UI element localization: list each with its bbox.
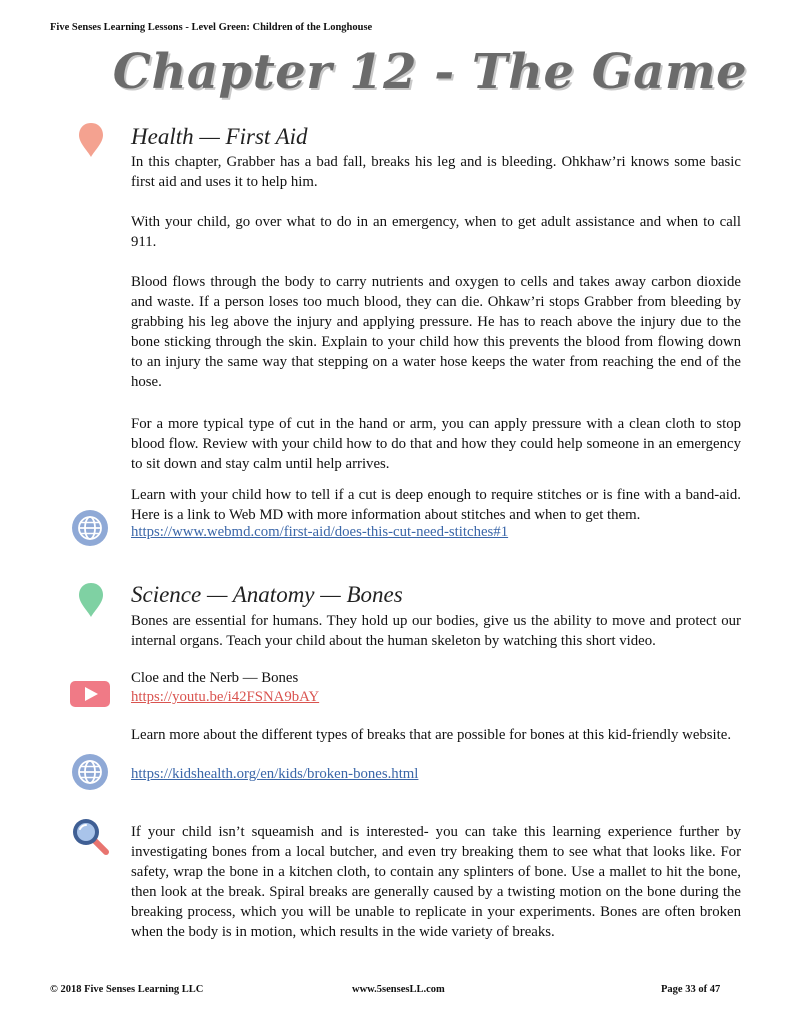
page-header: Five Senses Learning Lessons - Level Green: Children of the Longhouse [50, 22, 373, 33]
science-paragraph-2: Learn more about the different types of breaks that are possible for bones at this kid-friendly website. [131, 727, 732, 743]
location-pin-icon [78, 122, 104, 158]
globe-icon [70, 508, 110, 548]
science-paragraph-1: Bones are essential for humans. They hold up our bodies, give us the ability to move and protect our internal organs. Teach your child about the human skeleton by watching this short video. [131, 613, 741, 649]
health-paragraph-1: In this chapter, Grabber has a bad fall, breaks his leg and is bleeding. Ohkhaw’ri knows some basic first aid and uses it to help him. [131, 154, 741, 190]
science-section-title: Science — Anatomy — Bones [131, 582, 403, 607]
health-paragraph-4: For a more typical type of cut in the hand or arm, you can apply pressure with a clean cloth to stop blood flow. Review with your child how to do that and how they could help someone in an emergency to sit down and stay calm until help arrives. [131, 416, 741, 472]
webmd-link[interactable]: https://www.webmd.com/first-aid/does-this-cut-need-stitches#1 [131, 524, 509, 540]
globe-icon [70, 752, 110, 792]
page-title: Chapter 12 - The Game [112, 44, 748, 100]
science-paragraph-3: If your child isn’t squeamish and is interested- you can take this learning experience further by investigating bones from a local butcher, and even try breaking them to see what that looks like. For safety, wrap the bone in a kitchen cloth, to contain any splinters of bone. Use a mallet to hit the bone, then look at the break. Spiral breaks are generally caused by a twisting motion on the bone during the breaking process, which you will be unable to replicate in your experiments. Bones are often broken when the body is in motion, which results in the wide variety of breaks. [131, 824, 741, 940]
health-paragraph-2: With your child, go over what to do in an emergency, when to get adult assistance and when to call 911. [131, 214, 741, 250]
location-pin-icon [78, 582, 104, 618]
magnifying-glass-icon [70, 816, 112, 858]
video-title: Cloe and the Nerb — Bones [131, 670, 299, 686]
youtube-link[interactable]: https://youtu.be/i42FSNA9bAY [131, 689, 320, 705]
footer-page-number: Page 33 of 47 [661, 984, 721, 995]
kidshealth-link[interactable]: https://kidshealth.org/en/kids/broken-bones.html [131, 766, 419, 782]
health-paragraph-3: Blood flows through the body to carry nutrients and oxygen to cells and takes away carbon dioxide and waste. If a person loses too much blood, they can die. Ohkaw’ri stops Grabber from bleeding by grabbing his leg above the injury and applying pressure. He has to reach above the injury due to the bone sticking through the skin. Explain to your child how this prevents the blood from flowing down to an injury the same way that stepping on a water hose keeps the water from reaching the end of the hose. [131, 274, 741, 390]
health-paragraph-5: Learn with your child how to tell if a cut is deep enough to require stitches or is fine with a band-aid. Here is a link to Web MD with more information about stitches and when to get them. [131, 487, 741, 523]
footer-copyright: © 2018 Five Senses Learning LLC [50, 984, 204, 995]
health-section-title: Health — First Aid [131, 124, 308, 149]
footer-website: www.5sensesLL.com [352, 984, 445, 995]
video-play-icon [70, 681, 110, 707]
